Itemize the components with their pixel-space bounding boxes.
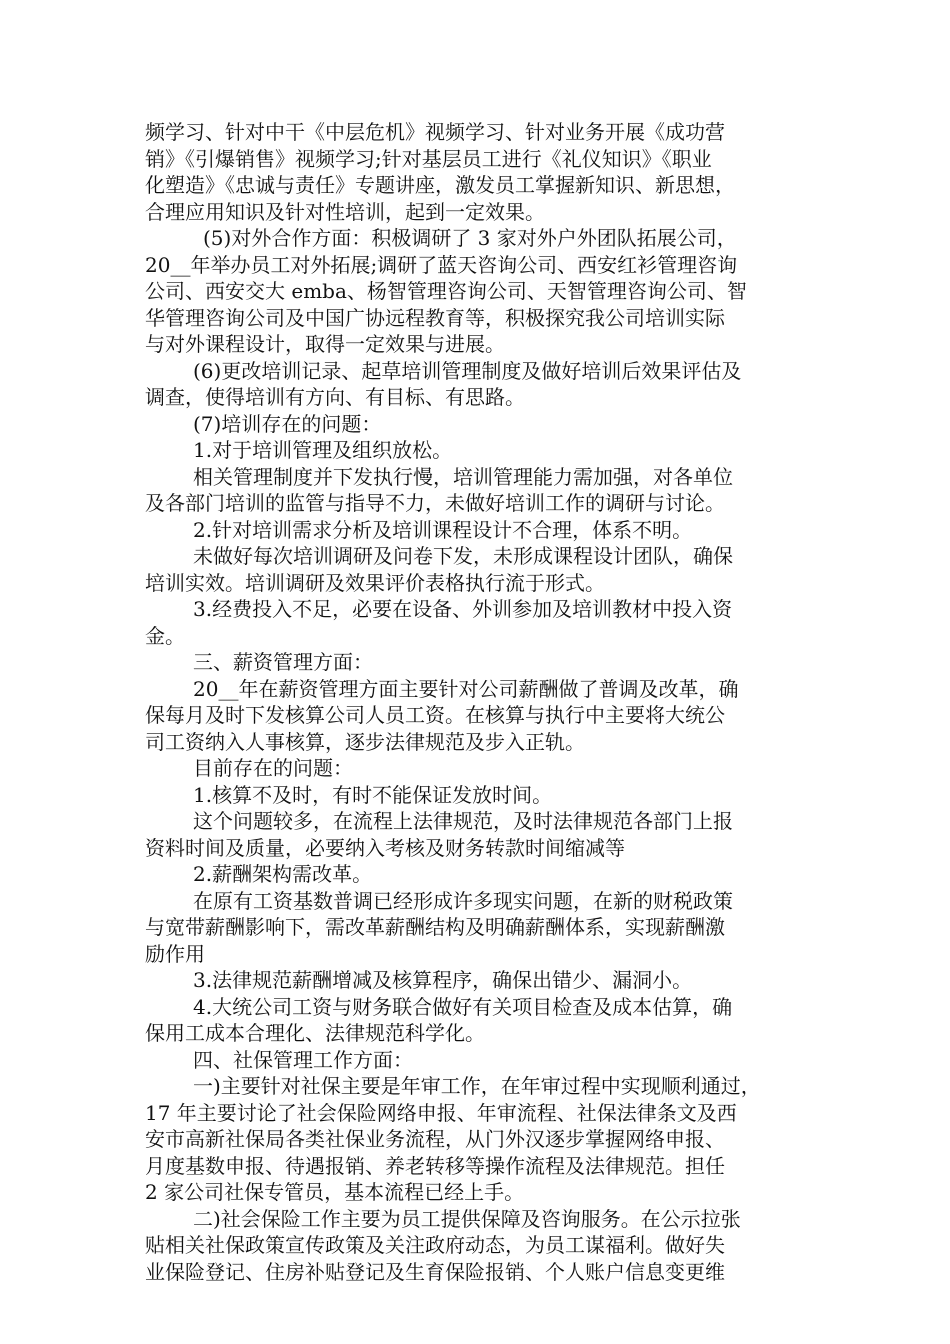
- text-line: 在原有工资基数普调已经形成许多现实问题，在新的财税政策: [193, 888, 733, 913]
- text-line: 励作用: [145, 941, 205, 966]
- text-line: (6)更改培训记录、起草培训管理制度及做好培训后效果评估及: [193, 358, 742, 383]
- text-line: (5)对外合作方面：积极调研了 3 家对外户外团队拓展公司，: [203, 226, 737, 250]
- text-line: 未做好每次培训调研及问卷下发，未形成课程设计团队，确保: [193, 544, 733, 568]
- text-line: 3.经费投入不足，必要在设备、外训参加及培训教材中投入资: [193, 597, 733, 621]
- text-line: 保每月及时下发核算公司人员工资。在核算与执行中主要将大统公: [145, 703, 725, 727]
- text-line: 二)社会保险工作主要为员工提供保障及咨询服务。在公示拉张: [193, 1206, 741, 1231]
- text-line: 目前存在的问题：: [193, 756, 353, 780]
- text-line: 司工资纳入人事核算，逐步法律规范及步入正轨。: [145, 729, 585, 754]
- text-line: 资料时间及质量，必要纳入考核及财务转款时间缩减等: [145, 835, 625, 860]
- text-line: 化塑造》《忠诚与责任》专题讲座，激发员工掌握新知识、新思想，: [145, 173, 735, 197]
- document-body: [145, 119, 810, 1285]
- text-line: 20__年举办员工对外拓展;调研了蓝天咨询公司、西安红衫管理咨询: [145, 252, 738, 277]
- text-line: 2.薪酬架构需改革。: [193, 862, 373, 886]
- text-line: 培训实效。培训调研及效果评价表格执行流于形式。: [145, 570, 605, 595]
- text-line: 公司、西安交大 emba、杨智管理咨询公司、天智管理咨询公司、智: [145, 279, 747, 303]
- text-line: 三、薪资管理方面：: [193, 650, 373, 674]
- text-line: 一)主要针对社保主要是年审工作，在年审过程中实现顺利通过，: [193, 1074, 761, 1098]
- text-line: 金。: [145, 623, 185, 648]
- text-line: 销》《引爆销售》视频学习;针对基层员工进行《礼仪知识》《职业: [145, 146, 712, 171]
- text-line: 保用工成本合理化、法律规范科学化。: [145, 1021, 485, 1045]
- text-line: 1.核算不及时，有时不能保证发放时间。: [193, 782, 553, 807]
- text-line: 安市高新社保局各类社保业务流程，从门外汉逐步掌握网络申报、: [145, 1127, 725, 1151]
- text-line: 业保险登记、住房补贴登记及生育保险报销、个人账户信息变更维: [145, 1259, 725, 1284]
- text-line: 1.对于培训管理及组织放松。: [193, 438, 453, 462]
- text-line: 频学习、针对中干《中层危机》视频学习、针对业务开展《成功营: [145, 120, 725, 144]
- text-line: 4.大统公司工资与财务联合做好有关项目检查及成本估算，确: [193, 994, 733, 1019]
- text-line: 2.针对培训需求分析及培训课程设计不合理，体系不明。: [193, 517, 693, 542]
- text-line: 20__年在薪资管理方面主要针对公司薪酬做了普调及改革，确: [193, 676, 739, 701]
- text-line: 华管理咨询公司及中国广协远程教育等，积极探究我公司培训实际: [145, 305, 725, 330]
- text-line: 月度基数申报、待遇报销、养老转移等操作流程及法律规范。担任: [145, 1153, 725, 1178]
- text-line: 调查，使得培训有方向、有目标、有思路。: [145, 385, 525, 409]
- text-line: 17 年主要讨论了社会保险网络申报、年审流程、社保法律条文及西: [145, 1100, 737, 1125]
- text-line: 与宽带薪酬影响下，需改革薪酬结构及明确薪酬体系，实现薪酬激: [145, 915, 725, 939]
- text-line: 2 家公司社保专管员，基本流程已经上手。: [145, 1180, 525, 1204]
- text-line: 与对外课程设计，取得一定效果与进展。: [145, 332, 505, 356]
- text-line: 四、社保管理工作方面：: [193, 1047, 413, 1072]
- text-line: 3.法律规范薪酬增减及核算程序，确保出错少、漏洞小。: [193, 968, 693, 992]
- text-line: (7)培训存在的问题：: [193, 411, 382, 436]
- text-line: 这个问题较多，在流程上法律规范，及时法律规范各部门上报: [193, 809, 733, 833]
- text-line: 贴相关社保政策宣传政策及关注政府动态，为员工谋福利。做好失: [145, 1233, 725, 1257]
- text-line: 合理应用知识及针对性培训，起到一定效果。: [145, 199, 545, 224]
- text-line: 相关管理制度并下发执行慢，培训管理能力需加强，对各单位: [193, 464, 733, 489]
- text-line: 及各部门培训的监管与指导不力，未做好培训工作的调研与讨论。: [145, 491, 725, 515]
